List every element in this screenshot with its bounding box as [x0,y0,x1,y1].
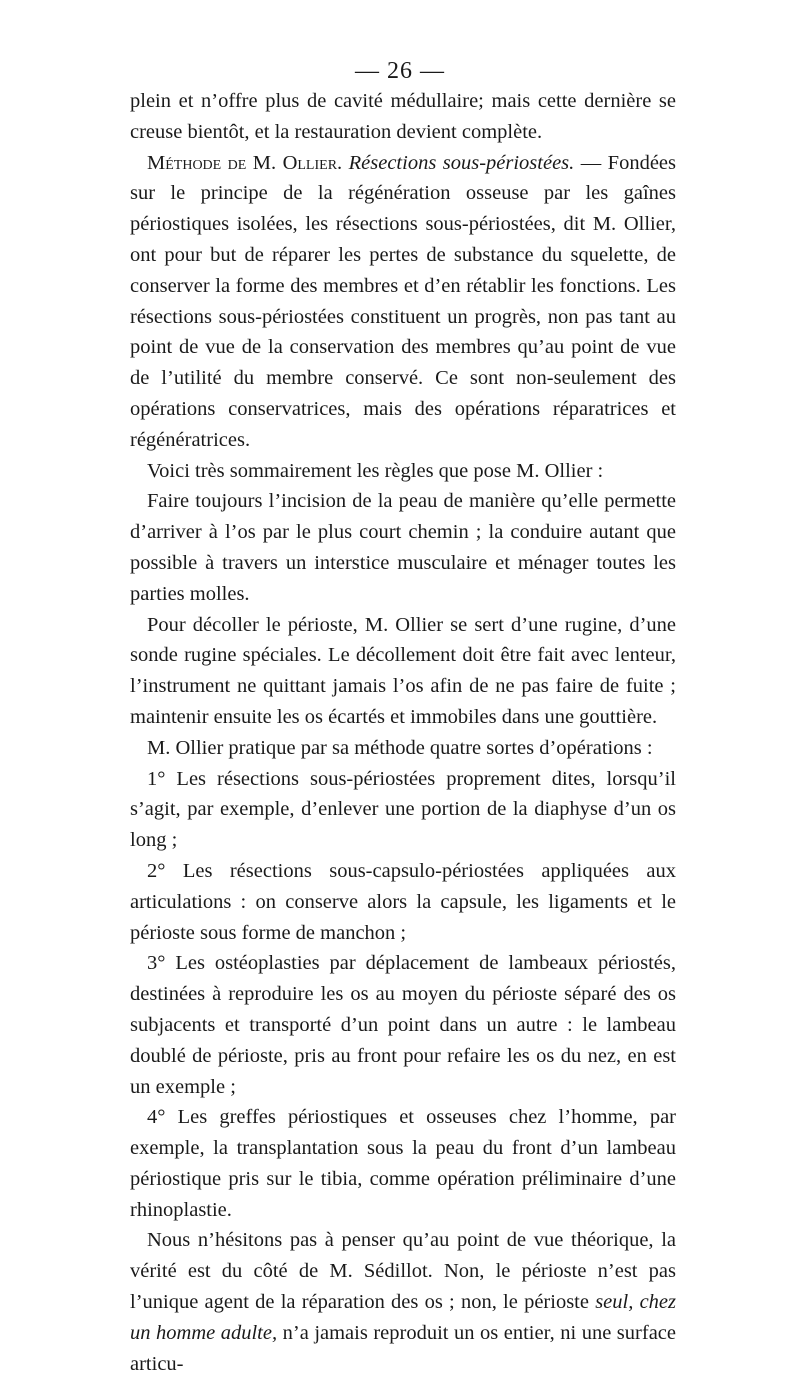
list-item-2: 2° Les résections sous-capsulo-périostées appliquées aux articulations : on conserve alors la capsule, les ligaments et le périoste sous forme de manchon ; [130,859,676,944]
emphasis-text: seul, chez un homme adulte, [130,1291,676,1344]
paragraph-rules-intro: Voici très sommairement les règles que pose M. Ollier : [147,459,604,482]
paragraph-operations-intro: M. Ollier pratique par sa méthode quatre sortes d’opérations : [147,736,653,759]
paragraph-text: n’a jamais reproduit un os entier, ni une surface articu- [130,1321,676,1375]
page-number: — 26 — [355,58,445,84]
paragraph-incision: Faire toujours l’incision de la peau de manière qu’elle permette d’arriver à l’os par le plus court chemin ; la conduire autant que possible à travers un interstice musculaire et ménager toutes les parties molles. [130,490,676,605]
body-text [130,86,676,1379]
list-item-1: 1° Les résections sous-périostées proprement dites, lorsqu’il s’agit, par exemple, d’enlever une portion de la diaphyse d’un os long ; [130,767,676,852]
paragraph-conclusion [130,1225,676,1379]
list-item-4: 4° Les greffes périostiques et osseuses chez l’homme, par exemple, la transplantation sous la peau du front d’un lambeau périostique pris sur le tibia, comme opération préliminaire d’une rhinoplastie. [130,1106,676,1221]
section-heading: Méthode de M. Ollier. [147,151,343,174]
paragraph-text: — Fondées sur le principe de la régénération osseuse par les gaînes périostiques isolées, les résections sous-périostées, dit M. Ollier, ont pour but de réparer les pertes de substance du squelette, de conserver la forme des membres et d’en rétablir les fonctions. Les résections sous-périostées constituent un progrès, non pas tant au point de vue de la conservation des membres qu’au point de vue de l’utilité du membre conservé. Ce sont non-seulement des opérations conservatrices, mais des opérations réparatrices et régénératrices. [130,151,677,451]
section-subtitle: Résections sous-périostées. [348,151,575,174]
paragraph-text: Nous n’hésitons pas à penser qu’au point de vue théorique, la vérité est du côté de M. Sédillot. Non, le périoste n’est pas l’unique agent de la réparation des os ; non, le périoste [130,1229,676,1314]
list-item-3: 3° Les ostéoplasties par déplacement de lambeaux périostés, destinées à reproduire les os au moyen du périoste séparé des os subjacents et transporté d’un point dans un autre : le lambeau doublé de périoste, pris au front pour refaire les os du nez, en est un exemple ; [130,952,676,1098]
paragraph-ollier-method [130,148,676,456]
paragraph-continuation: plein et n’offre plus de cavité médullaire; mais cette dernière se creuse bientôt, et la restauration devient complète. [130,90,676,143]
paragraph-periosteum: Pour décoller le périoste, M. Ollier se sert d’une rugine, d’une sonde rugine spéciales. Le décollement doit être fait avec lenteur, l’instrument ne quittant jamais l’os afin de ne pas faire de fuite ; maintenir ensuite les os écartés et immobiles dans une gouttière. [130,613,676,728]
